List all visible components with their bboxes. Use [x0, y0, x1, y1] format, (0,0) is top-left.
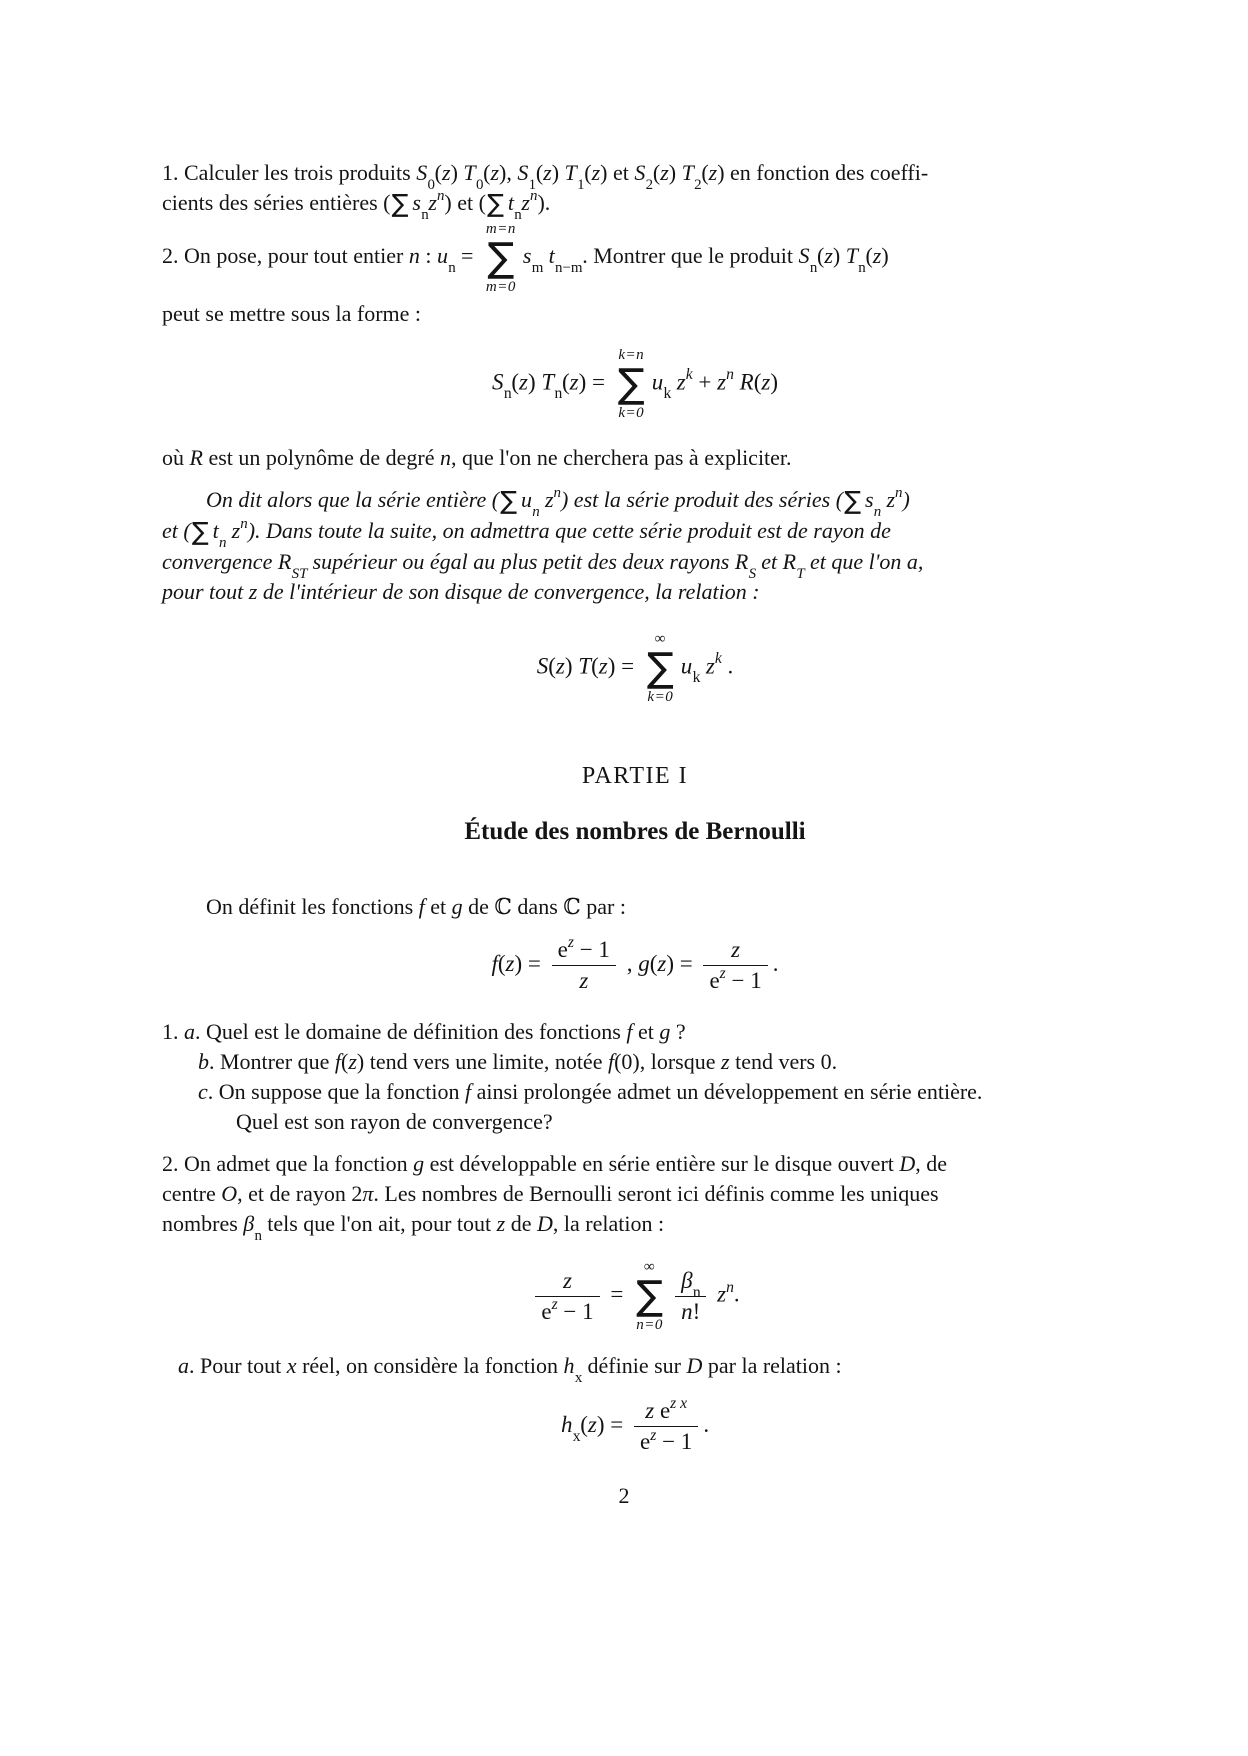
math-variable: D — [899, 1151, 916, 1177]
math-variable: z — [721, 1049, 730, 1075]
text-run: ? — [670, 1019, 686, 1045]
item-1b — [162, 1047, 1108, 1077]
text-run: R — [734, 549, 749, 574]
math-superscript: k — [685, 366, 693, 384]
text-run: ( — [434, 160, 442, 185]
math-variable: T — [463, 160, 476, 185]
fraction-denominator — [552, 965, 616, 993]
sum-operator-with-limits — [636, 1259, 663, 1333]
sum-operator-icon: ∑ — [486, 189, 504, 218]
math-subscript: n — [858, 259, 866, 276]
text-run: ) tend vers une limite, notée — [356, 1049, 608, 1075]
math-variable: z — [824, 243, 833, 269]
text-run: ) = — [607, 653, 640, 679]
math-variable: h — [560, 1412, 573, 1438]
text-run: ( — [535, 160, 544, 185]
text-run: 2. On pose, pour tout entier — [162, 243, 409, 269]
text-run: est développable en série entière sur le disque ouvert — [424, 1151, 900, 1177]
math-variable: z — [555, 653, 565, 679]
math-variable: z — [731, 937, 741, 962]
text-run: définie sur — [582, 1353, 687, 1379]
question-2-line-2 — [162, 299, 1108, 329]
text-run: centre — [162, 1181, 222, 1207]
text-run: . — [733, 1281, 740, 1307]
text-run: cients des séries entières ( — [162, 190, 391, 215]
equation-s-t-series — [162, 631, 1108, 705]
sum-upper-limit: k=n — [618, 347, 645, 363]
fraction-denominator — [535, 1296, 599, 1324]
math-variable: z — [872, 243, 882, 269]
math-subscript: n — [554, 385, 563, 403]
text-run: 1. Calculer les trois produits — [162, 160, 417, 185]
sum-operator-with-limits — [647, 631, 674, 705]
math-subscript: x — [572, 1428, 581, 1446]
text-run: ) — [770, 369, 778, 395]
text-run: ( — [497, 950, 506, 976]
math-superscript: k — [714, 650, 722, 668]
math-subscript: n — [448, 259, 456, 276]
text-run: − 1 — [725, 968, 762, 994]
text-run: et — [755, 549, 783, 574]
text-run: − 1 — [573, 937, 610, 962]
question-1-line-1 — [162, 158, 1108, 193]
text-run: e — [541, 1298, 552, 1324]
math-superscript: z — [567, 934, 574, 952]
math-variable: z — [761, 369, 771, 395]
text-run: supérieur ou égal au plus petit des deux rayons — [307, 549, 735, 574]
text-run: peut se mettre sous la forme : — [162, 301, 422, 326]
math-variable: a — [184, 1019, 195, 1045]
fraction-numerator — [552, 934, 616, 965]
text-run: ( — [548, 653, 556, 679]
text-run: z — [226, 518, 241, 543]
math-subscript: ST — [291, 565, 308, 582]
math-subscript: n — [514, 206, 522, 223]
text-run: . On suppose que la fonction — [207, 1079, 465, 1105]
math-superscript: n — [240, 516, 248, 533]
math-superscript: n — [553, 485, 561, 502]
text-run: 1. — [162, 1019, 184, 1045]
text-run: ) et ( — [444, 190, 486, 215]
math-variable: a — [178, 1353, 189, 1379]
item-1a — [162, 1017, 1108, 1047]
text-run: ( — [584, 160, 592, 185]
math-superscript: z x — [670, 1395, 688, 1413]
math-superscript: n — [895, 485, 903, 502]
math-subscript: x — [574, 1369, 583, 1386]
math-variable: z — [660, 160, 669, 185]
text-run: ( — [817, 243, 825, 269]
text-run: , de — [915, 1151, 948, 1177]
text-run: . — [703, 1412, 710, 1438]
math-subscript: 2 — [694, 176, 702, 193]
math-variable: z — [348, 1049, 357, 1075]
math-variable: β — [681, 1267, 693, 1293]
math-variable: n — [408, 243, 420, 269]
item-2a — [162, 1351, 1108, 1386]
math-variable: c — [198, 1079, 208, 1105]
text-run: ! — [692, 1298, 701, 1324]
math-variable: n — [440, 445, 452, 470]
math-subscript: n — [873, 503, 882, 520]
sigma-icon: ∑ — [646, 645, 674, 691]
math-subscript: 2 — [645, 176, 654, 193]
math-variable: z — [579, 968, 589, 994]
math-variable: z — [598, 653, 608, 679]
text-run: . — [772, 950, 779, 976]
text-run: = — [604, 1281, 630, 1307]
math-variable: z — [676, 369, 686, 395]
text-run: ) — [832, 243, 846, 269]
text-run: ) — [527, 369, 542, 395]
math-variable: x — [286, 1353, 297, 1379]
fraction-denominator — [634, 1426, 698, 1454]
note-italic-line-3 — [162, 547, 1108, 582]
text-run: Quel est son rayon de convergence? — [236, 1109, 553, 1135]
text-run: − 1 — [656, 1429, 693, 1455]
text-run: ). — [537, 190, 551, 215]
text-run: (0), lorsque — [614, 1049, 722, 1075]
equation-hx — [162, 1395, 1108, 1455]
math-superscript: n — [726, 366, 734, 384]
fraction — [675, 1269, 706, 1324]
text-run: , et de rayon 2 — [237, 1181, 363, 1207]
math-variable: S — [416, 160, 428, 185]
text-run: ), — [499, 160, 518, 185]
text-run: , — [620, 950, 639, 976]
math-subscript: m — [531, 259, 544, 276]
text-run: Étude des nombres de Bernoulli — [464, 818, 806, 845]
text-run: e — [640, 1429, 651, 1455]
math-subscript: n — [218, 534, 227, 551]
equation-sn-tn-product — [162, 347, 1108, 421]
text-run: pour tout — [162, 579, 249, 604]
text-run: u — [520, 487, 532, 512]
part-subtitle — [162, 818, 1108, 846]
text-run: + — [692, 369, 718, 395]
math-subscript: 1 — [528, 176, 537, 193]
sigma-icon: ∑ — [636, 1273, 664, 1320]
text-run: ( — [483, 160, 491, 185]
math-variable: z — [569, 369, 579, 395]
text-run: convergence — [162, 549, 278, 574]
text-run: e — [654, 1398, 671, 1424]
fraction-denominator — [703, 965, 767, 993]
text-run: ( — [511, 369, 519, 395]
math-variable: z — [708, 160, 718, 185]
text-run: tels que l'on ait, pour tout — [261, 1211, 497, 1237]
sum-lower-limit: k=0 — [618, 405, 645, 421]
math-variable: T — [845, 243, 858, 269]
text-run: de ℂ dans ℂ par : — [462, 894, 626, 919]
math-variable: S — [517, 160, 529, 185]
math-variable: f — [607, 1049, 615, 1075]
text-run: ) — [450, 160, 464, 185]
math-variable: g — [638, 950, 650, 976]
sigma-icon: ∑ — [487, 235, 515, 281]
math-subscript: T — [796, 565, 805, 582]
fraction — [552, 934, 616, 994]
math-variable: O — [221, 1181, 238, 1207]
text-run: = — [455, 243, 479, 269]
text-run: , la relation : — [552, 1211, 665, 1237]
text-run: ) — [564, 653, 579, 679]
fraction-numerator — [675, 1267, 706, 1301]
sum-lower-limit: m=0 — [485, 279, 516, 295]
math-variable: z — [705, 653, 715, 679]
math-variable: f — [334, 1049, 341, 1075]
text-run: , que l'on ne cherchera pas à expliciter. — [451, 445, 792, 470]
text-run: ) = — [578, 369, 611, 395]
text-run: de — [505, 1211, 537, 1237]
sum-operator-with-limits — [486, 221, 516, 295]
text-run: − 1 — [557, 1298, 594, 1324]
text-run: PARTIE I — [581, 763, 689, 789]
text-run: où — [162, 445, 190, 470]
math-variable: D — [686, 1353, 703, 1379]
sum-operator-icon: ∑ — [500, 486, 517, 515]
sum-lower-limit: n=0 — [636, 1317, 663, 1334]
text-run: ) et — [600, 160, 635, 185]
math-variable: z — [518, 369, 528, 395]
text-run: ) = — [666, 950, 699, 976]
equation-f-g — [162, 934, 1108, 994]
part-heading — [162, 763, 1108, 790]
text-run: est un polynôme de degré — [202, 445, 441, 470]
math-variable: S — [536, 653, 549, 679]
math-variable: D — [536, 1211, 553, 1237]
text-run: . Les nombres de Bernoulli seront ici définis comme les uniques — [373, 1181, 939, 1207]
sum-operator-icon: ∑ — [191, 517, 209, 546]
math-subscript: k — [692, 669, 701, 687]
fraction-denominator — [675, 1296, 706, 1324]
math-variable: t — [548, 243, 555, 269]
fraction — [535, 1269, 599, 1324]
text-run: s — [864, 487, 874, 512]
math-variable: z — [645, 1398, 655, 1424]
text-run: 2. On admet que la fonction — [162, 1151, 414, 1177]
math-variable: z — [657, 950, 667, 976]
math-variable: f — [465, 1079, 472, 1105]
text-run: nombres — [162, 1211, 244, 1237]
math-variable: z — [587, 1412, 597, 1438]
text-run: e — [557, 937, 568, 962]
math-variable: π — [362, 1181, 374, 1207]
text-run: : — [419, 243, 437, 269]
sum-upper-limit: ∞ — [654, 631, 666, 647]
math-variable: z — [717, 1281, 727, 1307]
text-run: z — [539, 487, 554, 512]
math-variable: s — [412, 190, 421, 215]
math-variable: g — [659, 1019, 671, 1045]
text-run: . Pour tout — [189, 1353, 287, 1379]
math-subscript: n — [809, 259, 818, 276]
math-variable: n — [681, 1298, 693, 1324]
sum-upper-limit: m=n — [485, 221, 516, 237]
text-run: par la relation : — [702, 1353, 842, 1379]
math-variable: S — [492, 369, 504, 395]
math-subscript: n — [254, 1227, 263, 1244]
text-run: ( — [649, 950, 658, 976]
item-1c-line-1 — [162, 1077, 1108, 1107]
text-run: réel, on considère la fonction — [296, 1353, 564, 1379]
math-variable: z — [505, 950, 515, 976]
text-run: ainsi prolongée admet un développement en série entière. — [471, 1079, 983, 1105]
math-variable: z — [442, 160, 451, 185]
text-run: ) en fonction des coeffi- — [717, 160, 929, 185]
text-run: z — [248, 579, 258, 604]
text-run: e — [709, 968, 720, 994]
text-run: ) — [902, 487, 910, 512]
question-1-line-2 — [162, 188, 1108, 223]
math-subscript: n — [532, 503, 540, 520]
math-superscript: n — [436, 188, 445, 205]
item-1c-line-2 — [162, 1107, 1108, 1137]
fraction — [703, 938, 767, 993]
text-run: ). Dans toute la suite, on admettra que cette série produit est de rayon de — [247, 518, 891, 543]
math-subscript: n — [503, 385, 512, 403]
text-run: de l'intérieur de son disque de convergence, la relation : — [257, 579, 760, 604]
item-2-line-3 — [162, 1209, 1108, 1244]
text-run: ) = — [596, 1412, 630, 1438]
math-variable: f — [491, 950, 498, 976]
sum-operator-icon: ∑ — [391, 189, 409, 218]
math-variable: f — [418, 894, 425, 919]
text-run: . Quel est le domaine de définition des fonctions — [195, 1019, 627, 1045]
math-variable: h — [563, 1353, 575, 1379]
math-subscript: 0 — [475, 176, 484, 193]
text-run: ( — [340, 1049, 349, 1075]
math-superscript: n — [726, 1278, 734, 1296]
math-variable: u — [436, 243, 448, 269]
math-variable: g — [413, 1151, 425, 1177]
text-run: ( — [580, 1412, 588, 1438]
text-run: . Montrer que le produit — [582, 243, 799, 269]
text-run: tend vers 0. — [729, 1049, 838, 1075]
math-variable: z — [490, 160, 500, 185]
math-variable: z — [428, 190, 437, 215]
math-variable: T — [541, 369, 555, 395]
note-italic-line-2 — [162, 516, 1108, 551]
text-run: z — [880, 487, 896, 512]
text-run: ) est la série produit des séries ( — [560, 487, 844, 512]
text-run: On définit les fonctions — [206, 894, 419, 919]
text-run: et — [632, 1019, 660, 1045]
text-run: ( — [865, 243, 873, 269]
text-run: et — [424, 894, 452, 919]
math-variable: R — [739, 369, 754, 395]
math-variable: R — [189, 445, 203, 470]
item-2-line-2 — [162, 1179, 1108, 1209]
math-subscript: 1 — [577, 176, 585, 193]
text-run: ) — [551, 160, 565, 185]
text-run: ( — [561, 369, 570, 395]
math-variable: b — [198, 1049, 209, 1075]
text-run: et que l'on a, — [804, 549, 924, 574]
math-variable: S — [798, 243, 810, 269]
math-variable: z — [563, 1267, 572, 1293]
text-run: ) = — [514, 950, 547, 976]
note-italic-line-1 — [162, 485, 1108, 520]
item-2-line-1 — [162, 1149, 1108, 1179]
text-run: ( — [591, 653, 599, 679]
fraction-numerator — [535, 1269, 599, 1296]
sum-upper-limit: ∞ — [644, 1259, 656, 1276]
math-subscript: S — [748, 565, 757, 582]
math-superscript: z — [551, 1295, 558, 1313]
math-variable: z — [543, 160, 552, 185]
math-variable: T — [564, 160, 577, 185]
define-fg-line — [162, 892, 1108, 922]
text-run: R — [782, 549, 797, 574]
math-variable: s — [522, 243, 532, 269]
math-superscript: z — [719, 965, 726, 983]
text-run: . — [721, 653, 734, 679]
remark-degree-n — [162, 443, 1108, 473]
sigma-icon: ∑ — [617, 361, 645, 407]
math-variable: z — [496, 1211, 506, 1237]
math-superscript: z — [650, 1426, 657, 1444]
text-run: . Montrer que — [209, 1049, 335, 1075]
text-run: et ( — [162, 518, 191, 543]
text-run: ( — [701, 160, 709, 185]
text-run: R — [277, 549, 292, 574]
text-run: t — [212, 518, 219, 543]
math-variable: u — [651, 369, 664, 395]
math-subscript: n — [692, 1283, 701, 1301]
text-run: ( — [753, 369, 762, 395]
math-subscript: 0 — [427, 176, 435, 193]
sum-operator-icon: ∑ — [844, 486, 861, 515]
math-subscript: n — [421, 206, 429, 223]
page-number: 2 — [618, 1482, 630, 1508]
math-variable: T — [681, 160, 694, 185]
sum-lower-limit: k=0 — [647, 689, 674, 705]
fraction-numerator — [703, 938, 767, 965]
math-variable: T — [578, 653, 592, 679]
fraction-numerator — [634, 1395, 698, 1426]
math-variable: t — [507, 190, 514, 215]
math-superscript: n — [529, 188, 538, 205]
math-variable: β — [243, 1211, 255, 1237]
question-2-line-1 — [162, 221, 1108, 295]
fraction — [634, 1395, 698, 1455]
text-run: ( — [652, 160, 661, 185]
text-run: On dit alors que la série entière ( — [206, 487, 500, 512]
text-run: ) — [668, 160, 682, 185]
math-variable: g — [451, 894, 463, 919]
math-variable: S — [634, 160, 646, 185]
sum-operator-with-limits — [618, 347, 645, 421]
math-variable: u — [680, 653, 693, 679]
math-variable: f — [626, 1019, 633, 1045]
equation-bernoulli — [162, 1259, 1108, 1333]
math-variable: z — [521, 190, 530, 215]
math-variable: z — [591, 160, 601, 185]
math-subscript: k — [663, 385, 672, 403]
math-subscript: n−m — [554, 259, 583, 276]
math-variable: z — [717, 369, 727, 395]
text-run: ) — [881, 243, 889, 269]
